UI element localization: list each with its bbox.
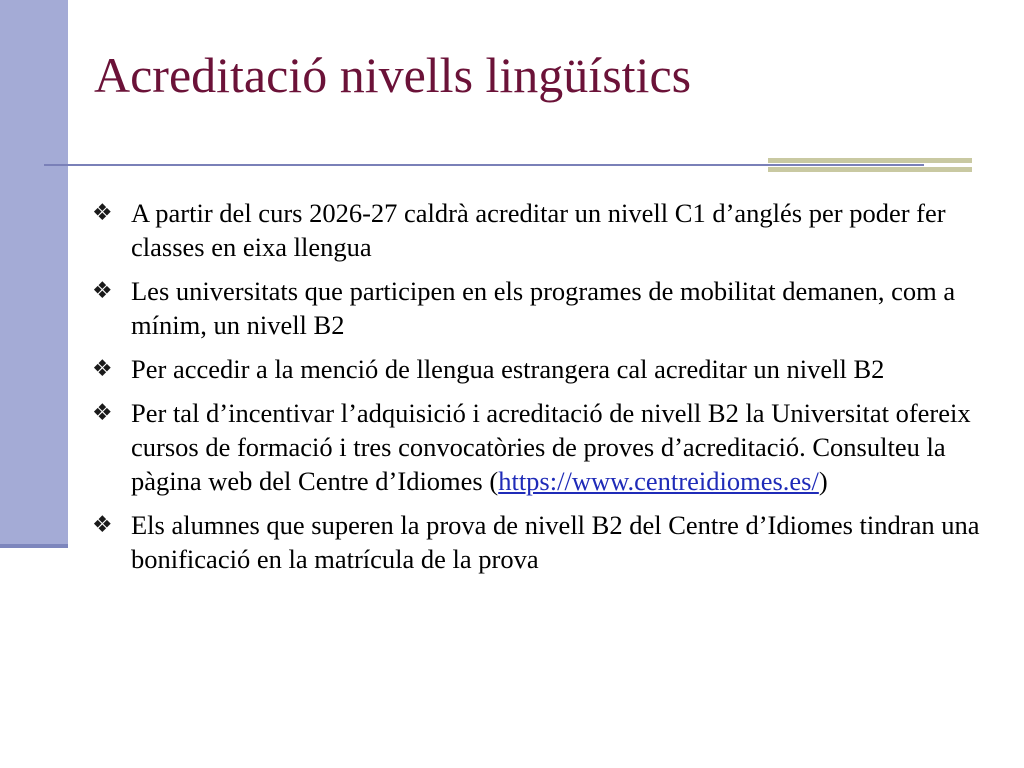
bullet-item-c1-english [92, 196, 1004, 264]
title-divider-line [44, 164, 924, 166]
bullet-item-enrollment-discount [92, 508, 1004, 576]
title-divider-accent-top [768, 158, 972, 163]
left-decorative-bar-edge [0, 544, 68, 548]
bullet-text-after-link: ) [818, 466, 828, 496]
slide-title: Acreditació nivells lingüístics [94, 47, 692, 103]
bullet-text: Per accedir a la menció de llengua estrangera cal acreditar un nivell B2 [131, 354, 885, 384]
bullet-text: Les universitats que participen en els programes de mobilitat demanen, com a mínim, un nivell B2 [131, 276, 956, 340]
bullet-list [92, 196, 1004, 586]
bullet-item-b2-incentive [92, 396, 1004, 498]
four-diamond-bullet-icon: ❖ [92, 356, 113, 382]
bullet-text: A partir del curs 2026-27 caldrà acreditar un nivell C1 d’anglés per poder fer classes en eixa llengua [131, 198, 946, 262]
bullet-text-before-link: Per tal d’incentivar l’adquisició i acreditació de nivell B2 la Universitat ofereix cursos de formació i tres convocatòries de proves d’acreditació. Consulteu la pàgina web del Centre d’Idiomes ( [131, 398, 971, 496]
bullet-item-foreign-language-mention [92, 352, 1004, 386]
four-diamond-bullet-icon: ❖ [92, 200, 113, 226]
title-divider-accent-bottom [768, 167, 972, 172]
left-decorative-bar [0, 0, 68, 546]
four-diamond-bullet-icon: ❖ [92, 278, 113, 304]
four-diamond-bullet-icon: ❖ [92, 400, 113, 426]
bullet-text: Els alumnes que superen la prova de nivell B2 del Centre d’Idiomes tindran una bonificació en la matrícula de la prova [131, 510, 980, 574]
centre-idiomes-link[interactable]: https://www.centreidiomes.es/ [498, 466, 819, 496]
bullet-item-mobility-b2 [92, 274, 1004, 342]
four-diamond-bullet-icon: ❖ [92, 512, 113, 538]
